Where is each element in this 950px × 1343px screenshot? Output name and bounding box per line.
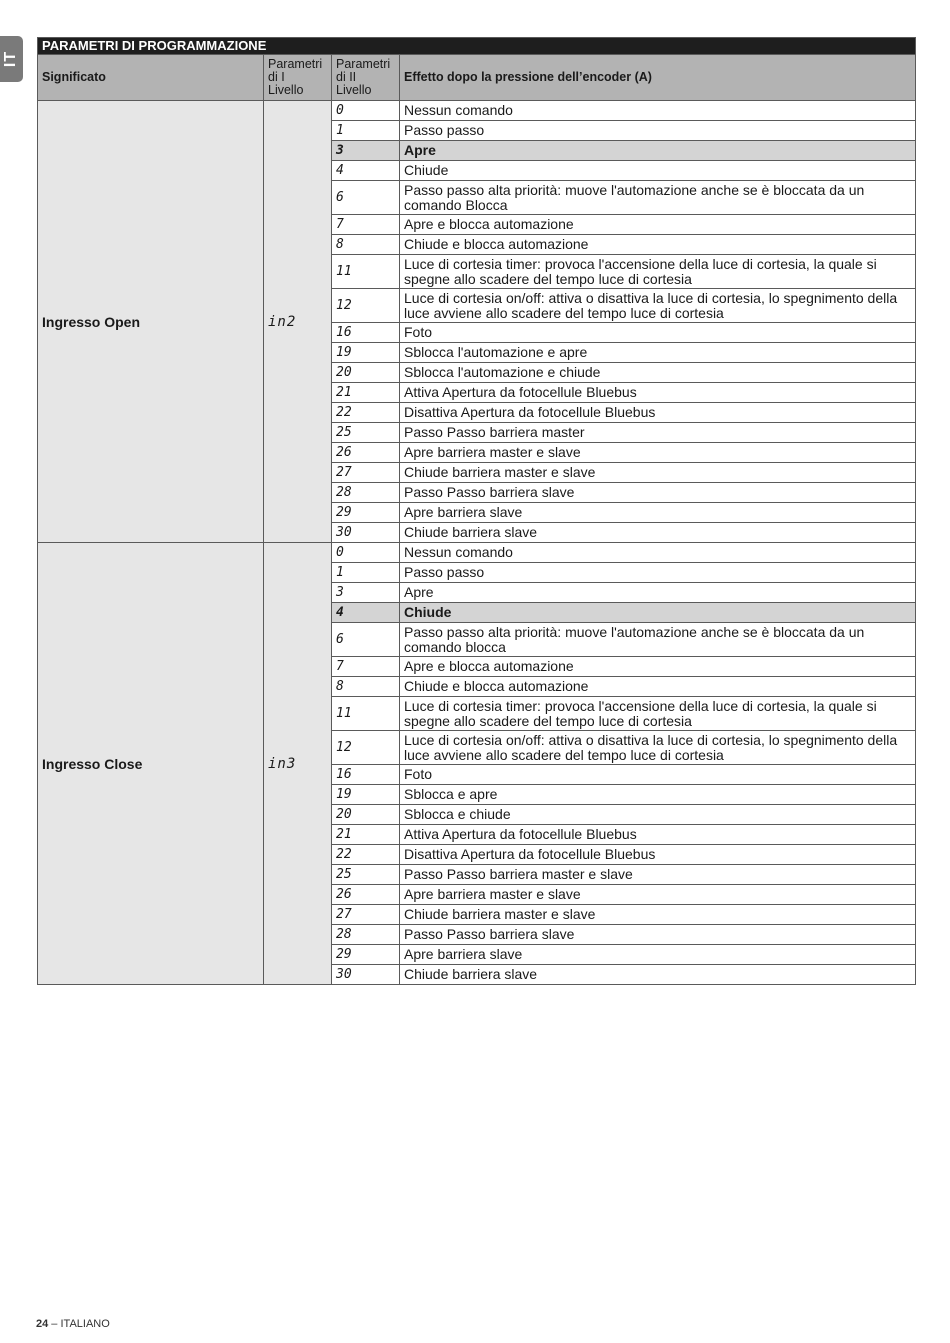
effect-description: Sblocca l'automazione e apre xyxy=(400,343,916,363)
language-tab-label: IT xyxy=(2,50,20,68)
effect-description: Passo passo alta priorità: muove l'automazione anche se è bloccata da un comando blocca xyxy=(400,623,916,657)
level2-param-code: 20 xyxy=(332,363,400,383)
effect-description: Foto xyxy=(400,765,916,785)
effect-description: Sblocca e apre xyxy=(400,785,916,805)
level2-param-code: 28 xyxy=(332,483,400,503)
level2-param-code: 7 xyxy=(332,215,400,235)
effect-description: Apre e blocca automazione xyxy=(400,657,916,677)
effect-description: Apre barriera master e slave xyxy=(400,885,916,905)
effect-description: Chiude barriera master e slave xyxy=(400,463,916,483)
group-param-cell xyxy=(264,101,332,543)
level2-param-code: 12 xyxy=(332,289,400,323)
group-param-cell xyxy=(264,543,332,985)
level2-param-code: 25 xyxy=(332,865,400,885)
level2-param-code: 26 xyxy=(332,885,400,905)
level2-param-code: 19 xyxy=(332,785,400,805)
level2-param-code: 22 xyxy=(332,403,400,423)
effect-description: Luce di cortesia timer: provoca l'accensione della luce di cortesia, la quale si spegne allo scadere del tempo luce di cortesia xyxy=(400,697,916,731)
level2-param-code: 11 xyxy=(332,697,400,731)
effect-description: Attiva Apertura da fotocellule Bluebus xyxy=(400,825,916,845)
language-tab xyxy=(0,36,23,82)
level2-param-code: 6 xyxy=(332,623,400,657)
level2-param-code: 20 xyxy=(332,805,400,825)
effect-description: Chiude barriera slave xyxy=(400,523,916,543)
footer-language: ITALIANO xyxy=(60,1318,110,1330)
level2-param-code: 25 xyxy=(332,423,400,443)
effect-description: Luce di cortesia on/off: attiva o disattiva la luce di cortesia, lo spegnimento della luce avviene allo scadere del tempo luce di cortesia xyxy=(400,289,916,323)
effect-description: Passo Passo barriera master e slave xyxy=(400,865,916,885)
effect-description: Apre xyxy=(400,583,916,603)
level2-param-code: 21 xyxy=(332,383,400,403)
level2-param-code: 8 xyxy=(332,235,400,255)
header-significato: Significato xyxy=(38,55,264,101)
effect-description: Passo passo xyxy=(400,121,916,141)
level2-param-code: 19 xyxy=(332,343,400,363)
level2-param-code: 12 xyxy=(332,731,400,765)
effect-description: Passo Passo barriera slave xyxy=(400,483,916,503)
level2-param-code: 1 xyxy=(332,563,400,583)
effect-description: Apre e blocca automazione xyxy=(400,215,916,235)
table-row xyxy=(38,101,916,121)
level2-param-code: 4 xyxy=(332,603,400,623)
level2-param-code: 16 xyxy=(332,765,400,785)
effect-description: Apre barriera slave xyxy=(400,503,916,523)
effect-description: Luce di cortesia timer: provoca l'accensione della luce di cortesia, la quale si spegne allo scadere del tempo luce di cortesia xyxy=(400,255,916,289)
level2-param-code: 30 xyxy=(332,965,400,985)
effect-description: Foto xyxy=(400,323,916,343)
table-body xyxy=(38,101,916,985)
effect-description: Chiude xyxy=(400,161,916,181)
level2-param-code: 28 xyxy=(332,925,400,945)
header-level2: Parametri di II Livello xyxy=(332,55,400,101)
level2-param-code: 0 xyxy=(332,543,400,563)
effect-description: Passo passo xyxy=(400,563,916,583)
level2-param-code: 26 xyxy=(332,443,400,463)
header-level1: Parametri di I Livello xyxy=(264,55,332,101)
page-footer xyxy=(36,1318,110,1330)
effect-description: Chiude barriera slave xyxy=(400,965,916,985)
level2-param-code: 1 xyxy=(332,121,400,141)
effect-description: Passo passo alta priorità: muove l'automazione anche se è bloccata da un comando Blocca xyxy=(400,181,916,215)
level2-param-code: 21 xyxy=(332,825,400,845)
level2-param-code: 22 xyxy=(332,845,400,865)
table-row xyxy=(38,543,916,563)
level2-param-code: 3 xyxy=(332,583,400,603)
group-label: Ingresso Close xyxy=(38,543,264,985)
header-effetto: Effetto dopo la pressione dell’encoder (A) xyxy=(400,55,916,101)
effect-description: Attiva Apertura da fotocellule Bluebus xyxy=(400,383,916,403)
effect-description: Nessun comando xyxy=(400,543,916,563)
effect-description: Disattiva Apertura da fotocellule Bluebus xyxy=(400,845,916,865)
effect-description: Nessun comando xyxy=(400,101,916,121)
level2-param-code: 0 xyxy=(332,101,400,121)
level2-param-code: 30 xyxy=(332,523,400,543)
effect-description: Apre barriera master e slave xyxy=(400,443,916,463)
parameters-table xyxy=(37,37,916,985)
level2-param-code: 4 xyxy=(332,161,400,181)
group-label: Ingresso Open xyxy=(38,101,264,543)
table-title: PARAMETRI DI PROGRAMMAZIONE xyxy=(38,38,916,55)
effect-description: Chiude xyxy=(400,603,916,623)
effect-description: Passo Passo barriera slave xyxy=(400,925,916,945)
level1-param-code: in3 xyxy=(268,756,297,772)
level2-param-code: 27 xyxy=(332,463,400,483)
effect-description: Sblocca l'automazione e chiude xyxy=(400,363,916,383)
effect-description: Disattiva Apertura da fotocellule Bluebus xyxy=(400,403,916,423)
effect-description: Luce di cortesia on/off: attiva o disattiva la luce di cortesia, lo spegnimento della luce avviene allo scadere del tempo luce di cortesia xyxy=(400,731,916,765)
level2-param-code: 3 xyxy=(332,141,400,161)
level1-param-code: in2 xyxy=(268,314,297,330)
level2-param-code: 11 xyxy=(332,255,400,289)
footer-separator: – xyxy=(48,1318,61,1330)
effect-description: Chiude e blocca automazione xyxy=(400,235,916,255)
effect-description: Passo Passo barriera master xyxy=(400,423,916,443)
level2-param-code: 29 xyxy=(332,503,400,523)
effect-description: Sblocca e chiude xyxy=(400,805,916,825)
level2-param-code: 27 xyxy=(332,905,400,925)
level2-param-code: 29 xyxy=(332,945,400,965)
effect-description: Chiude barriera master e slave xyxy=(400,905,916,925)
level2-param-code: 7 xyxy=(332,657,400,677)
effect-description: Apre xyxy=(400,141,916,161)
level2-param-code: 6 xyxy=(332,181,400,215)
effect-description: Chiude e blocca automazione xyxy=(400,677,916,697)
level2-param-code: 8 xyxy=(332,677,400,697)
effect-description: Apre barriera slave xyxy=(400,945,916,965)
level2-param-code: 16 xyxy=(332,323,400,343)
page-number: 24 xyxy=(36,1318,49,1330)
